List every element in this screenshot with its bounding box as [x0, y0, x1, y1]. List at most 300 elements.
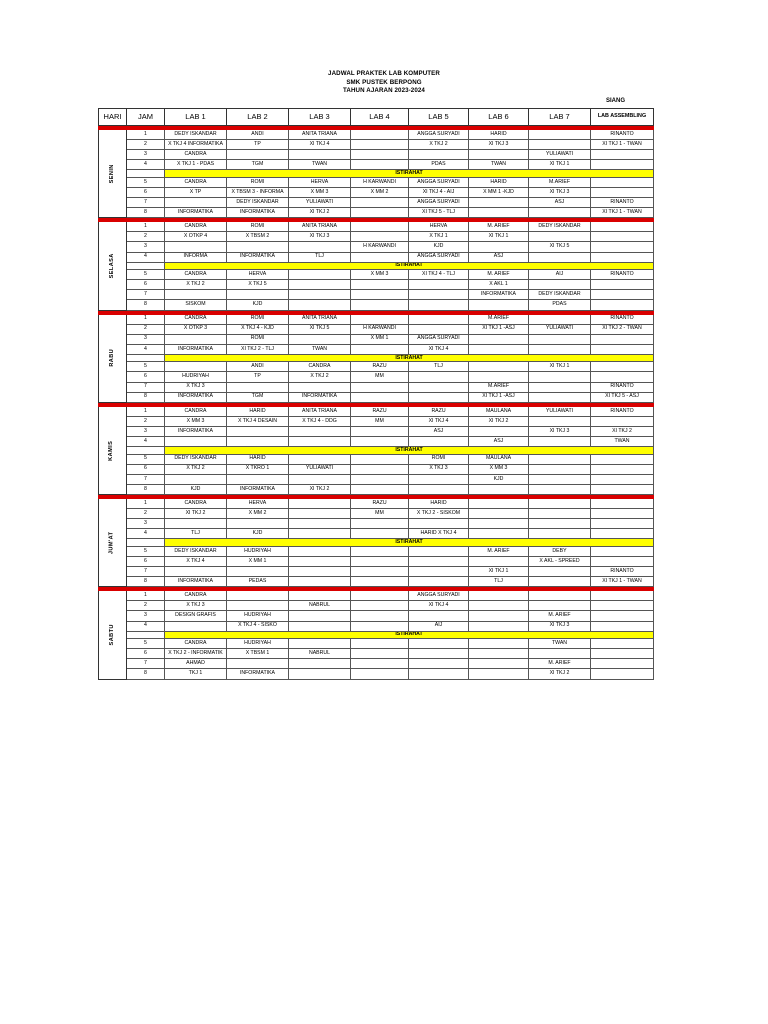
lab-cell: ROMI: [409, 454, 469, 464]
jam-cell: 3: [127, 611, 165, 621]
schedule-row: [99, 324, 654, 334]
schedule-row: [99, 372, 654, 382]
schedule-table: [98, 108, 654, 680]
schedule-row: [99, 140, 654, 150]
lab-cell: [591, 160, 654, 170]
lab-cell: XI TKJ 4: [409, 416, 469, 426]
lab-cell: [529, 454, 591, 464]
lab-cell: RINANTO: [591, 567, 654, 577]
jam-cell: 2: [127, 232, 165, 242]
lab-cell: RINANTO: [591, 406, 654, 416]
lab-cell: X MM 1: [227, 556, 289, 566]
lab-cell: [529, 484, 591, 494]
lab-cell: INFORMATIKA: [165, 577, 227, 587]
lab-cell: [227, 519, 289, 529]
day-label: KAMIS: [108, 440, 115, 461]
lab-cell: MM: [351, 416, 409, 426]
schedule-row: [99, 334, 654, 344]
schedule-row: [99, 198, 654, 208]
lab-cell: INFORMATIKA: [227, 669, 289, 679]
lab-cell: [591, 252, 654, 262]
column-header: LAB 4: [351, 109, 409, 126]
lab-cell: X OTKP 4: [165, 232, 227, 242]
lab-cell: [351, 382, 409, 392]
lab-cell: ROMI: [227, 334, 289, 344]
lab-cell: [469, 362, 529, 372]
lab-cell: [591, 611, 654, 621]
lab-cell: [469, 300, 529, 310]
lab-cell: [289, 454, 351, 464]
lab-cell: [289, 382, 351, 392]
lab-cell: X TKJ 4 DESAIN: [227, 416, 289, 426]
schedule-row: [99, 669, 654, 679]
lab-cell: X TBSM 2: [227, 232, 289, 242]
lab-cell: TWAN: [469, 160, 529, 170]
lab-cell: [591, 621, 654, 631]
lab-cell: [289, 280, 351, 290]
schedule-row: [99, 509, 654, 519]
lab-cell: INFORMA: [165, 252, 227, 262]
day-label: SABTU: [108, 624, 115, 646]
lab-cell: [591, 601, 654, 611]
lab-cell: M.ARIEF: [469, 382, 529, 392]
lab-cell: DEBY: [529, 546, 591, 556]
lab-cell: XI TKJ 5 - TLJ: [409, 208, 469, 218]
lab-cell: NABRUL: [289, 601, 351, 611]
lab-cell: [469, 601, 529, 611]
lab-cell: [351, 577, 409, 587]
lab-cell: ROMI: [227, 222, 289, 232]
lab-cell: DEDY ISKANDAR: [529, 222, 591, 232]
lab-cell: [351, 621, 409, 631]
lab-cell: [289, 474, 351, 484]
day-cell: [99, 591, 127, 679]
lab-cell: ANITA TRIANA: [289, 130, 351, 140]
lab-cell: DESIGN GRAFIS: [165, 611, 227, 621]
lab-cell: TWAN: [591, 437, 654, 447]
lab-cell: ROMI: [227, 177, 289, 187]
lab-cell: X TKJ 2: [165, 280, 227, 290]
lab-cell: [469, 611, 529, 621]
lab-cell: [289, 546, 351, 556]
column-header: LAB 7: [529, 109, 591, 126]
lab-cell: [409, 290, 469, 300]
lab-cell: ANDI: [227, 362, 289, 372]
lab-cell: ASJ: [469, 437, 529, 447]
lab-cell: [289, 611, 351, 621]
schedule-row: [99, 290, 654, 300]
schedule-row: [99, 280, 654, 290]
schedule-row: [99, 499, 654, 509]
lab-cell: [591, 591, 654, 601]
break-label: ISTIRAHAT: [165, 354, 654, 362]
lab-cell: XI TKJ 1: [529, 362, 591, 372]
lab-cell: CANDRA: [165, 222, 227, 232]
lab-cell: X TKJ 4 - SISKO: [227, 621, 289, 631]
lab-cell: [289, 659, 351, 669]
lab-cell: M. ARIEF: [469, 270, 529, 280]
jam-cell: 5: [127, 639, 165, 649]
lab-cell: [351, 546, 409, 556]
jam-cell: 3: [127, 426, 165, 436]
lab-cell: DEDY ISKANDAR: [165, 454, 227, 464]
lab-cell: HERVA: [227, 499, 289, 509]
jam-cell: 5: [127, 454, 165, 464]
lab-cell: [591, 334, 654, 344]
lab-cell: [469, 649, 529, 659]
day-label: JUM'AT: [108, 531, 115, 554]
lab-cell: [409, 639, 469, 649]
break-row: [99, 631, 654, 639]
lab-cell: M. ARIEF: [529, 611, 591, 621]
schedule-row: [99, 177, 654, 187]
column-header: LAB ASSEMBLING: [591, 109, 654, 126]
lab-cell: [351, 198, 409, 208]
jam-cell: 4: [127, 344, 165, 354]
lab-cell: TWAN: [289, 344, 351, 354]
lab-cell: X TKRO 1: [227, 464, 289, 474]
lab-cell: [469, 639, 529, 649]
break-label: ISTIRAHAT: [165, 447, 654, 455]
lab-cell: [529, 372, 591, 382]
jam-cell: 4: [127, 437, 165, 447]
lab-cell: CANDRA: [165, 270, 227, 280]
lab-cell: AIJ: [409, 621, 469, 631]
schedule-row: [99, 601, 654, 611]
lab-cell: [529, 529, 591, 539]
lab-cell: [409, 314, 469, 324]
lab-cell: [469, 591, 529, 601]
schedule-row: [99, 314, 654, 324]
schedule-row: [99, 464, 654, 474]
title-line-2: SMK PUSTEK BERPONG: [346, 78, 422, 86]
lab-cell: INFORMATIKA: [165, 208, 227, 218]
lab-cell: KJD: [469, 474, 529, 484]
lab-cell: [409, 474, 469, 484]
lab-cell: X TKJ 2 - SISKOM: [409, 509, 469, 519]
lab-cell: [351, 601, 409, 611]
lab-cell: X TKJ 2 - INFORMATIK: [165, 649, 227, 659]
lab-cell: [409, 556, 469, 566]
break-jam-cell: [127, 170, 165, 178]
lab-cell: ANGGA SURYADI: [409, 334, 469, 344]
lab-cell: [351, 659, 409, 669]
lab-cell: X MM 1 -KJD: [469, 187, 529, 197]
lab-cell: HARID: [469, 130, 529, 140]
jam-cell: 4: [127, 529, 165, 539]
lab-cell: PEDAS: [227, 577, 289, 587]
lab-cell: XI TKJ 4 - TLJ: [409, 270, 469, 280]
lab-cell: [351, 252, 409, 262]
lab-cell: KJD: [227, 300, 289, 310]
jam-cell: 3: [127, 150, 165, 160]
lab-cell: XI TKJ 5 - ASJ: [591, 392, 654, 402]
lab-cell: XI TKJ 5: [289, 324, 351, 334]
lab-cell: [529, 208, 591, 218]
lab-cell: [469, 208, 529, 218]
lab-cell: M.ARIEF: [469, 314, 529, 324]
lab-cell: [469, 150, 529, 160]
column-header: HARI: [99, 109, 127, 126]
lab-cell: PDAS: [409, 160, 469, 170]
jam-cell: 1: [127, 314, 165, 324]
schedule-row: [99, 611, 654, 621]
lab-cell: XI TKJ 4 - AIJ: [409, 187, 469, 197]
day-label: SENIN: [108, 164, 115, 184]
jam-cell: 4: [127, 252, 165, 262]
lab-cell: [409, 150, 469, 160]
lab-cell: TLJ: [409, 362, 469, 372]
break-jam-cell: [127, 539, 165, 547]
lab-cell: KJD: [227, 529, 289, 539]
lab-cell: [591, 546, 654, 556]
jam-cell: 4: [127, 621, 165, 631]
lab-cell: INFORMATIKA: [165, 344, 227, 354]
day-label: SELASA: [108, 253, 115, 279]
lab-cell: [351, 300, 409, 310]
schedule-row: [99, 187, 654, 197]
lab-cell: [351, 314, 409, 324]
lab-cell: [469, 669, 529, 679]
lab-cell: [591, 464, 654, 474]
jam-cell: 2: [127, 324, 165, 334]
lab-cell: X TKJ 2: [409, 140, 469, 150]
lab-cell: XI TKJ 4: [289, 140, 351, 150]
lab-cell: XI TKJ 3: [529, 621, 591, 631]
lab-cell: TP: [227, 140, 289, 150]
lab-cell: [591, 509, 654, 519]
column-header: LAB 2: [227, 109, 289, 126]
lab-cell: HARID: [469, 177, 529, 187]
lab-cell: [469, 519, 529, 529]
lab-cell: [351, 344, 409, 354]
schedule-row: [99, 454, 654, 464]
day-cell: [99, 406, 127, 494]
lab-cell: XI TKJ 1 - TWAN: [591, 140, 654, 150]
lab-cell: MM: [351, 372, 409, 382]
lab-cell: [351, 140, 409, 150]
lab-cell: X TKJ 3: [165, 601, 227, 611]
lab-cell: [409, 437, 469, 447]
schedule-row: [99, 160, 654, 170]
lab-cell: [289, 529, 351, 539]
schedule-row: [99, 426, 654, 436]
lab-cell: RINANTO: [591, 198, 654, 208]
jam-cell: 1: [127, 130, 165, 140]
title-line-1: JADWAL PRAKTEK LAB KOMPUTER: [328, 70, 440, 77]
lab-cell: YULIAWATI: [289, 198, 351, 208]
lab-cell: [529, 334, 591, 344]
lab-cell: YULIAWATI: [529, 324, 591, 334]
lab-cell: CANDRA: [165, 314, 227, 324]
lab-cell: XI TKJ 2 - TLJ: [227, 344, 289, 354]
lab-cell: [529, 649, 591, 659]
jam-cell: 1: [127, 406, 165, 416]
schedule-row: [99, 150, 654, 160]
lab-cell: RINANTO: [591, 130, 654, 140]
lab-cell: HARID X TKJ 4: [409, 529, 469, 539]
lab-cell: XI TKJ 3: [469, 140, 529, 150]
lab-cell: [409, 382, 469, 392]
jam-cell: 7: [127, 382, 165, 392]
lab-cell: [529, 392, 591, 402]
schedule-row: [99, 519, 654, 529]
lab-cell: [409, 546, 469, 556]
lab-cell: XI TKJ 3: [529, 426, 591, 436]
lab-cell: [591, 556, 654, 566]
lab-cell: [469, 509, 529, 519]
lab-cell: RINANTO: [591, 314, 654, 324]
lab-cell: M. ARIEF: [529, 659, 591, 669]
lab-cell: INFORMATIKA: [165, 426, 227, 436]
lab-cell: X TKJ 4 - KJD: [227, 324, 289, 334]
lab-cell: X TP: [165, 187, 227, 197]
lab-cell: [529, 519, 591, 529]
schedule-row: [99, 577, 654, 587]
lab-cell: [591, 519, 654, 529]
schedule-row: [99, 659, 654, 669]
lab-cell: TWAN: [289, 160, 351, 170]
schedule-row: [99, 252, 654, 262]
lab-cell: [409, 577, 469, 587]
schedule-row: [99, 344, 654, 354]
lab-cell: HUDRIYAH: [227, 546, 289, 556]
lab-cell: [529, 382, 591, 392]
schedule-row: [99, 416, 654, 426]
lab-cell: [289, 426, 351, 436]
schedule-row: [99, 591, 654, 601]
lab-cell: [469, 659, 529, 669]
lab-cell: X OTKP 3: [165, 324, 227, 334]
lab-cell: TKJ 1: [165, 669, 227, 679]
lab-cell: NABRUL: [289, 649, 351, 659]
break-row: [99, 539, 654, 547]
lab-cell: [409, 280, 469, 290]
lab-cell: [351, 567, 409, 577]
jam-cell: 3: [127, 242, 165, 252]
lab-cell: [351, 464, 409, 474]
lab-cell: XI TKJ 1 -ASJ: [469, 392, 529, 402]
lab-cell: [529, 252, 591, 262]
lab-cell: TWAN: [529, 639, 591, 649]
lab-cell: X TBSM 1: [227, 649, 289, 659]
lab-cell: [351, 222, 409, 232]
schedule-row: [99, 474, 654, 484]
lab-cell: [351, 392, 409, 402]
lab-cell: [165, 519, 227, 529]
lab-cell: [351, 591, 409, 601]
lab-cell: [289, 499, 351, 509]
lab-cell: INFORMATIKA: [289, 392, 351, 402]
lab-cell: [529, 601, 591, 611]
lab-cell: [591, 242, 654, 252]
lab-cell: SISKOM: [165, 300, 227, 310]
lab-cell: MAULANA: [469, 406, 529, 416]
lab-cell: [591, 187, 654, 197]
lab-cell: H KARWANDI: [351, 177, 409, 187]
lab-cell: [409, 611, 469, 621]
lab-cell: HUDRIYAH: [227, 639, 289, 649]
session-label: SIANG: [606, 98, 626, 104]
lab-cell: X AKL - SPREED: [529, 556, 591, 566]
day-cell: [99, 222, 127, 310]
column-header: JAM: [127, 109, 165, 126]
lab-cell: [591, 177, 654, 187]
lab-cell: [289, 669, 351, 679]
schedule-row: [99, 270, 654, 280]
lab-cell: ANITA TRIANA: [289, 406, 351, 416]
lab-cell: [351, 529, 409, 539]
break-label: ISTIRAHAT: [165, 539, 654, 547]
lab-cell: ANITA TRIANA: [289, 314, 351, 324]
lab-cell: ANGGA SURYADI: [409, 252, 469, 262]
lab-cell: X TKJ 1: [409, 232, 469, 242]
break-label: ISTIRAHAT: [165, 631, 654, 639]
lab-cell: [289, 556, 351, 566]
jam-cell: 3: [127, 334, 165, 344]
lab-cell: [591, 416, 654, 426]
lab-cell: DEDY ISKANDAR: [529, 290, 591, 300]
lab-cell: HERVA: [227, 270, 289, 280]
lab-cell: X TKJ 4 INFORMATIKA: [165, 140, 227, 150]
lab-cell: [227, 426, 289, 436]
break-jam-cell: [127, 354, 165, 362]
lab-cell: X MM 3: [165, 416, 227, 426]
lab-cell: X AKL 1: [469, 280, 529, 290]
lab-cell: ANGGA SURYADI: [409, 198, 469, 208]
lab-cell: AIJ: [529, 270, 591, 280]
lab-cell: YULIAWATI: [529, 150, 591, 160]
lab-cell: INFORMATIKA: [227, 484, 289, 494]
lab-cell: [469, 344, 529, 354]
lab-cell: [591, 362, 654, 372]
jam-cell: 7: [127, 290, 165, 300]
lab-cell: [469, 556, 529, 566]
lab-cell: [165, 437, 227, 447]
lab-cell: [529, 344, 591, 354]
lab-cell: X TKJ 4 - DDG: [289, 416, 351, 426]
lab-cell: H KARWANDI: [351, 324, 409, 334]
lab-cell: RINANTO: [591, 382, 654, 392]
lab-cell: XI TKJ 2: [591, 426, 654, 436]
lab-cell: HARID: [409, 499, 469, 509]
lab-cell: [591, 290, 654, 300]
jam-cell: 2: [127, 601, 165, 611]
lab-cell: [351, 484, 409, 494]
lab-cell: [409, 567, 469, 577]
lab-cell: TGM: [227, 160, 289, 170]
lab-cell: [591, 639, 654, 649]
break-row: [99, 447, 654, 455]
lab-cell: [165, 567, 227, 577]
jam-cell: 1: [127, 499, 165, 509]
lab-cell: ANGGA SURYADI: [409, 591, 469, 601]
jam-cell: 8: [127, 208, 165, 218]
lab-cell: [409, 669, 469, 679]
lab-cell: [409, 484, 469, 494]
lab-cell: [529, 130, 591, 140]
document-title-block: [0, 70, 768, 96]
lab-cell: [469, 484, 529, 494]
lab-cell: [227, 290, 289, 300]
lab-cell: HARID: [227, 406, 289, 416]
lab-cell: CANDRA: [165, 499, 227, 509]
schedule-row: [99, 567, 654, 577]
day-label: RABU: [108, 349, 115, 368]
lab-cell: TLJ: [469, 577, 529, 587]
lab-cell: [529, 140, 591, 150]
lab-cell: CANDRA: [165, 150, 227, 160]
